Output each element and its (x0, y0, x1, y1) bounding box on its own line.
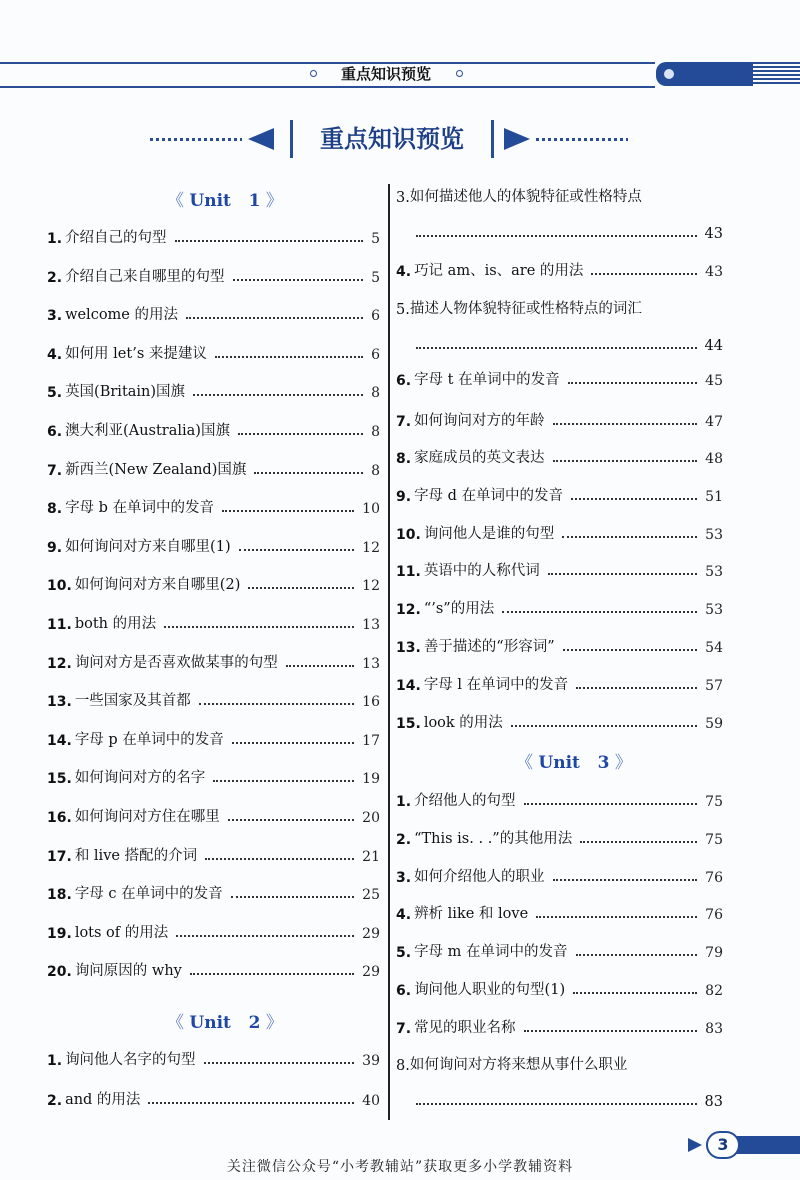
unit-heading-label: Unit 2 (189, 1013, 261, 1033)
entry-number: 7. (396, 1021, 412, 1037)
entry-page: 12 (362, 578, 380, 595)
entry-page: 8 (371, 385, 380, 402)
entry-title: 字母 t 在单词中的发音 (414, 372, 560, 388)
entry-page: 8 (371, 462, 380, 479)
entry-title: “’s”的用法 (423, 601, 495, 617)
entry-title: 如何询问对方的名字 (74, 770, 206, 787)
entry-title: 介绍自己的句型 (65, 230, 167, 246)
entry-title: 如何询问对方住在哪里 (74, 809, 220, 825)
unit-heading: 《 Unit 3 》 (516, 753, 632, 773)
entry-page: 75 (705, 794, 723, 810)
dot-leader (524, 803, 698, 805)
toc-entry[interactable] (47, 802, 380, 826)
entry-page: 6 (371, 308, 380, 325)
entry-number: 11. (47, 617, 72, 633)
entry-page: 29 (362, 925, 380, 942)
entry-page: 76 (705, 907, 723, 923)
entry-page: 44 (704, 338, 723, 354)
toc-entry[interactable] (396, 670, 723, 694)
entry-page: 6 (371, 346, 380, 363)
dot-leader (232, 742, 354, 744)
entry-title: 字母 p 在单词中的发音 (74, 731, 224, 748)
entry-page: 83 (704, 1094, 723, 1110)
entry-title: 询问他人职业的句型(1) (414, 982, 566, 998)
entry-number: 5. (396, 945, 412, 961)
dot-leader (193, 394, 363, 396)
header-rule-bottom (0, 86, 655, 88)
entry-number: 2. (47, 1093, 63, 1109)
entry-title: 常见的职业名称 (414, 1020, 516, 1036)
dot-leader (524, 1030, 698, 1032)
toc-entry[interactable] (47, 841, 380, 865)
section-banner (150, 120, 650, 164)
entry-title: 询问他人是谁的句型 (423, 526, 555, 542)
entry-number: 5. (396, 302, 410, 318)
entry-title: 如何描述他人的体貌特征或性格特点 (409, 189, 642, 205)
entry-title: 询问原因的 why (74, 963, 182, 980)
entry-title: 英语中的人称代词 (423, 563, 540, 579)
dot-leader (222, 510, 354, 512)
entry-page: 12 (362, 539, 380, 556)
entry-page: 76 (705, 870, 723, 886)
entry-number: 17. (47, 848, 72, 865)
entry-page: 82 (705, 983, 723, 999)
entry-number: 1. (396, 794, 412, 810)
entry-number: 8. (396, 451, 412, 467)
footer-note: 关注微信公众号“小考教辅站”获取更多小学教辅资料 (226, 1159, 574, 1175)
entry-title: 和 live 搭配的介词 (74, 847, 198, 864)
entry-title: and 的用法 (65, 1092, 141, 1108)
entry-number: 10. (47, 578, 72, 595)
dot-leader (416, 235, 697, 237)
entry-number: 4. (396, 264, 412, 280)
toc-entry[interactable] (396, 708, 723, 732)
toc-entry[interactable] (396, 519, 723, 543)
toc-entry[interactable] (396, 899, 723, 923)
leaf-icon (688, 1138, 702, 1152)
dot-leader (553, 423, 698, 425)
entry-number: 18. (47, 887, 72, 904)
toc-entry[interactable] (47, 1085, 380, 1109)
entry-title: welcome 的用法 (65, 307, 178, 324)
toc-entry[interactable] (396, 1050, 723, 1110)
entry-title: both 的用法 (74, 616, 157, 632)
header-dot-left-icon (310, 70, 317, 77)
header-tab-dot-icon (664, 69, 674, 79)
toc-entry[interactable] (396, 975, 723, 999)
toc-entry[interactable] (396, 182, 723, 242)
dot-leader (239, 549, 355, 551)
entry-title: 询问他人名字的句型 (65, 1052, 196, 1068)
header-dot-right-icon (456, 70, 463, 77)
toc-entry[interactable] (396, 406, 723, 430)
entry-title: lots of 的用法 (74, 924, 169, 941)
dot-leader (591, 273, 697, 275)
entry-page: 25 (362, 887, 380, 904)
entry-page: 45 (705, 373, 723, 389)
entry-title: look 的用法 (423, 715, 503, 731)
toc-entry[interactable] (396, 937, 723, 961)
entry-page: 17 (362, 732, 380, 749)
entry-page: 8 (371, 424, 380, 440)
entry-title: 如何询问对方的年龄 (414, 413, 545, 429)
toc-entry[interactable] (47, 532, 380, 556)
entry-title: 澳大利亚(Australia)国旗 (65, 423, 230, 439)
toc-entry[interactable] (396, 294, 723, 354)
toc-entry[interactable] (47, 763, 380, 787)
entry-page: 20 (362, 810, 380, 826)
entry-number: 3. (396, 870, 412, 886)
banner-arrow-right-icon (504, 128, 530, 150)
toc-entry[interactable] (396, 556, 723, 580)
dot-leader (228, 819, 354, 821)
toc-entry[interactable] (47, 416, 380, 440)
entry-page: 53 (705, 602, 723, 618)
header-title: 重点知识预览 (340, 65, 431, 83)
toc-entry[interactable] (396, 1013, 723, 1037)
entry-page: 43 (704, 226, 723, 242)
dot-leader (164, 626, 354, 628)
entry-number: 12. (47, 655, 72, 672)
entry-title: 巧记 am、is、are 的用法 (414, 263, 584, 279)
entry-page: 59 (705, 716, 723, 732)
dot-leader (511, 725, 697, 727)
entry-page: 5 (371, 231, 380, 247)
unit-heading: 《 Unit 2 》 (167, 1013, 283, 1033)
toc-entry[interactable] (396, 594, 723, 618)
entry-page: 48 (705, 451, 723, 467)
toc-entry[interactable] (47, 686, 380, 710)
dot-leader (254, 472, 363, 474)
entry-page: 51 (705, 489, 723, 505)
entry-title: 询问对方是否喜欢做某事的句型 (74, 654, 278, 671)
page-header (0, 0, 800, 100)
entry-number: 7. (47, 462, 63, 479)
entry-number: 19. (47, 925, 72, 942)
entry-title: 介绍他人的句型 (414, 793, 516, 809)
entry-page: 53 (705, 564, 723, 580)
entry-page: 5 (371, 269, 380, 286)
entry-number: 12. (396, 602, 421, 618)
entry-number: 20. (47, 964, 72, 981)
toc-entry[interactable] (47, 300, 380, 324)
entry-page: 43 (705, 264, 723, 280)
toc-entry[interactable] (396, 824, 723, 848)
entry-number: 1. (47, 1053, 63, 1069)
entry-number: 1. (47, 231, 63, 247)
entry-page: 54 (705, 640, 723, 656)
toc-entry[interactable] (47, 879, 380, 903)
page-number: 3 (706, 1131, 740, 1159)
entry-number: 3. (396, 190, 410, 206)
entry-title: 字母 l 在单词中的发音 (423, 677, 569, 693)
toc-entry[interactable] (47, 648, 380, 672)
toc-entry[interactable] (396, 443, 723, 467)
entry-title: 如何用 let’s 来提建议 (65, 345, 207, 362)
toc-entry[interactable] (47, 570, 380, 594)
toc-entry[interactable] (47, 339, 380, 363)
entry-number: 4. (47, 346, 63, 363)
dot-leader (204, 1062, 355, 1064)
entry-number: 8. (47, 501, 63, 518)
entry-number: 6. (47, 424, 63, 440)
dot-leader (176, 935, 354, 937)
dot-leader (573, 992, 697, 994)
dot-leader (199, 703, 354, 705)
entry-number: 13. (396, 640, 421, 656)
toc-entry[interactable] (396, 365, 723, 389)
dot-leader (215, 356, 363, 358)
entry-title: 字母 m 在单词中的发音 (414, 944, 568, 960)
dot-leader (568, 382, 698, 384)
toc-entry[interactable] (47, 725, 380, 749)
entry-number: 11. (396, 564, 421, 580)
entry-title: 善于描述的“形容词” (423, 639, 555, 655)
entry-number: 7. (396, 414, 412, 430)
dot-leader (238, 433, 363, 435)
entry-title: 字母 b 在单词中的发音 (65, 500, 215, 517)
entry-page: 13 (362, 617, 380, 633)
entry-title: 如何询问对方来自哪里(1) (65, 538, 231, 555)
entry-title: 字母 c 在单词中的发音 (74, 886, 223, 903)
dot-leader (576, 954, 698, 956)
banner-dots-right (536, 138, 628, 141)
dot-leader (580, 841, 697, 843)
column-divider (388, 184, 390, 1120)
dot-leader (576, 687, 697, 689)
entry-number: 6. (396, 983, 412, 999)
toc-entry[interactable] (396, 786, 723, 810)
entry-title: 家庭成员的英文表达 (414, 450, 545, 466)
dot-leader (286, 665, 354, 667)
entry-number: 15. (396, 716, 421, 732)
banner-dots-left (150, 138, 242, 141)
entry-page: 40 (362, 1093, 380, 1109)
entry-title: “This is. . .”的其他用法 (414, 831, 573, 847)
toc-entry[interactable] (396, 481, 723, 505)
entry-number: 15. (47, 771, 72, 788)
entry-page: 79 (705, 945, 723, 961)
entry-number: 2. (396, 832, 412, 848)
dot-leader (248, 587, 354, 589)
entry-number: 4. (396, 907, 412, 923)
dot-leader (190, 973, 354, 975)
entry-page: 13 (362, 655, 380, 672)
entry-number: 2. (47, 269, 63, 286)
toc-entry[interactable] (47, 455, 380, 479)
toc-entry[interactable] (47, 918, 380, 942)
entry-page: 21 (362, 848, 380, 865)
entry-page: 16 (362, 694, 380, 711)
toc-entry[interactable] (396, 862, 723, 886)
entry-title: 字母 d 在单词中的发音 (414, 488, 564, 504)
entry-number: 6. (396, 373, 412, 389)
entry-page: 29 (362, 964, 380, 981)
toc-entry[interactable] (47, 262, 380, 286)
entry-number: 10. (396, 527, 421, 543)
entry-number: 5. (47, 385, 63, 402)
entry-page: 19 (362, 771, 380, 788)
toc-entry[interactable] (47, 493, 380, 517)
dot-leader (502, 611, 697, 613)
entry-title: 如何介绍他人的职业 (414, 869, 545, 885)
entry-number: 3. (47, 308, 63, 325)
dot-leader (563, 649, 698, 651)
dot-leader (553, 879, 698, 881)
entry-page: 75 (705, 832, 723, 848)
toc-entry[interactable] (47, 956, 380, 980)
dot-leader (231, 896, 355, 898)
entry-page: 10 (362, 501, 380, 518)
entry-title: 一些国家及其首都 (74, 693, 191, 710)
dot-leader (186, 317, 363, 319)
unit-heading-label: Unit 3 (538, 753, 610, 773)
dot-leader (213, 780, 354, 782)
entry-number: 9. (396, 489, 412, 505)
entry-number: 13. (47, 694, 72, 711)
entry-number: 16. (47, 810, 72, 826)
entry-page: 83 (705, 1021, 723, 1037)
entry-number: 8. (396, 1058, 410, 1074)
entry-title: 介绍自己来自哪里的句型 (65, 268, 225, 285)
entry-number: 9. (47, 539, 63, 556)
dot-leader (536, 916, 697, 918)
dot-leader (233, 279, 364, 281)
toc-entry[interactable] (47, 377, 380, 401)
entry-title: 描述人物体貌特征或性格特点的词汇 (409, 301, 642, 317)
dot-leader (175, 240, 364, 242)
entry-title: 如何询问对方来自哪里(2) (74, 577, 241, 594)
unit-heading: 《 Unit 1 》 (167, 191, 283, 211)
dot-leader (416, 347, 697, 349)
dot-leader (148, 1102, 354, 1104)
entry-title: 新西兰(New Zealand)国旗 (65, 461, 247, 478)
entry-title: 辨析 like 和 love (414, 906, 529, 922)
toc-entry[interactable] (47, 223, 380, 247)
banner-arrow-left-icon (248, 128, 274, 150)
dot-leader (562, 536, 697, 538)
dot-leader (205, 858, 354, 860)
entry-number: 14. (47, 732, 72, 749)
dot-leader (571, 498, 697, 500)
entry-page: 39 (362, 1053, 380, 1069)
banner-title: 重点知识预览 (290, 120, 494, 158)
entry-number: 14. (396, 678, 421, 694)
unit-heading-label: Unit 1 (189, 191, 261, 211)
dot-leader (548, 573, 697, 575)
dot-leader (553, 460, 698, 462)
entry-title: 英国(Britain)国旗 (65, 384, 186, 401)
toc-entry[interactable] (47, 609, 380, 633)
toc-entry[interactable] (396, 256, 723, 280)
entry-title: 如何询问对方将来想从事什么职业 (409, 1057, 628, 1073)
toc-entry[interactable] (47, 1045, 380, 1069)
entry-page: 53 (705, 527, 723, 543)
dot-leader (416, 1103, 697, 1105)
entry-page: 57 (705, 678, 723, 694)
entry-page: 47 (705, 414, 723, 430)
header-stripes (753, 62, 800, 86)
toc-entry[interactable] (396, 632, 723, 656)
